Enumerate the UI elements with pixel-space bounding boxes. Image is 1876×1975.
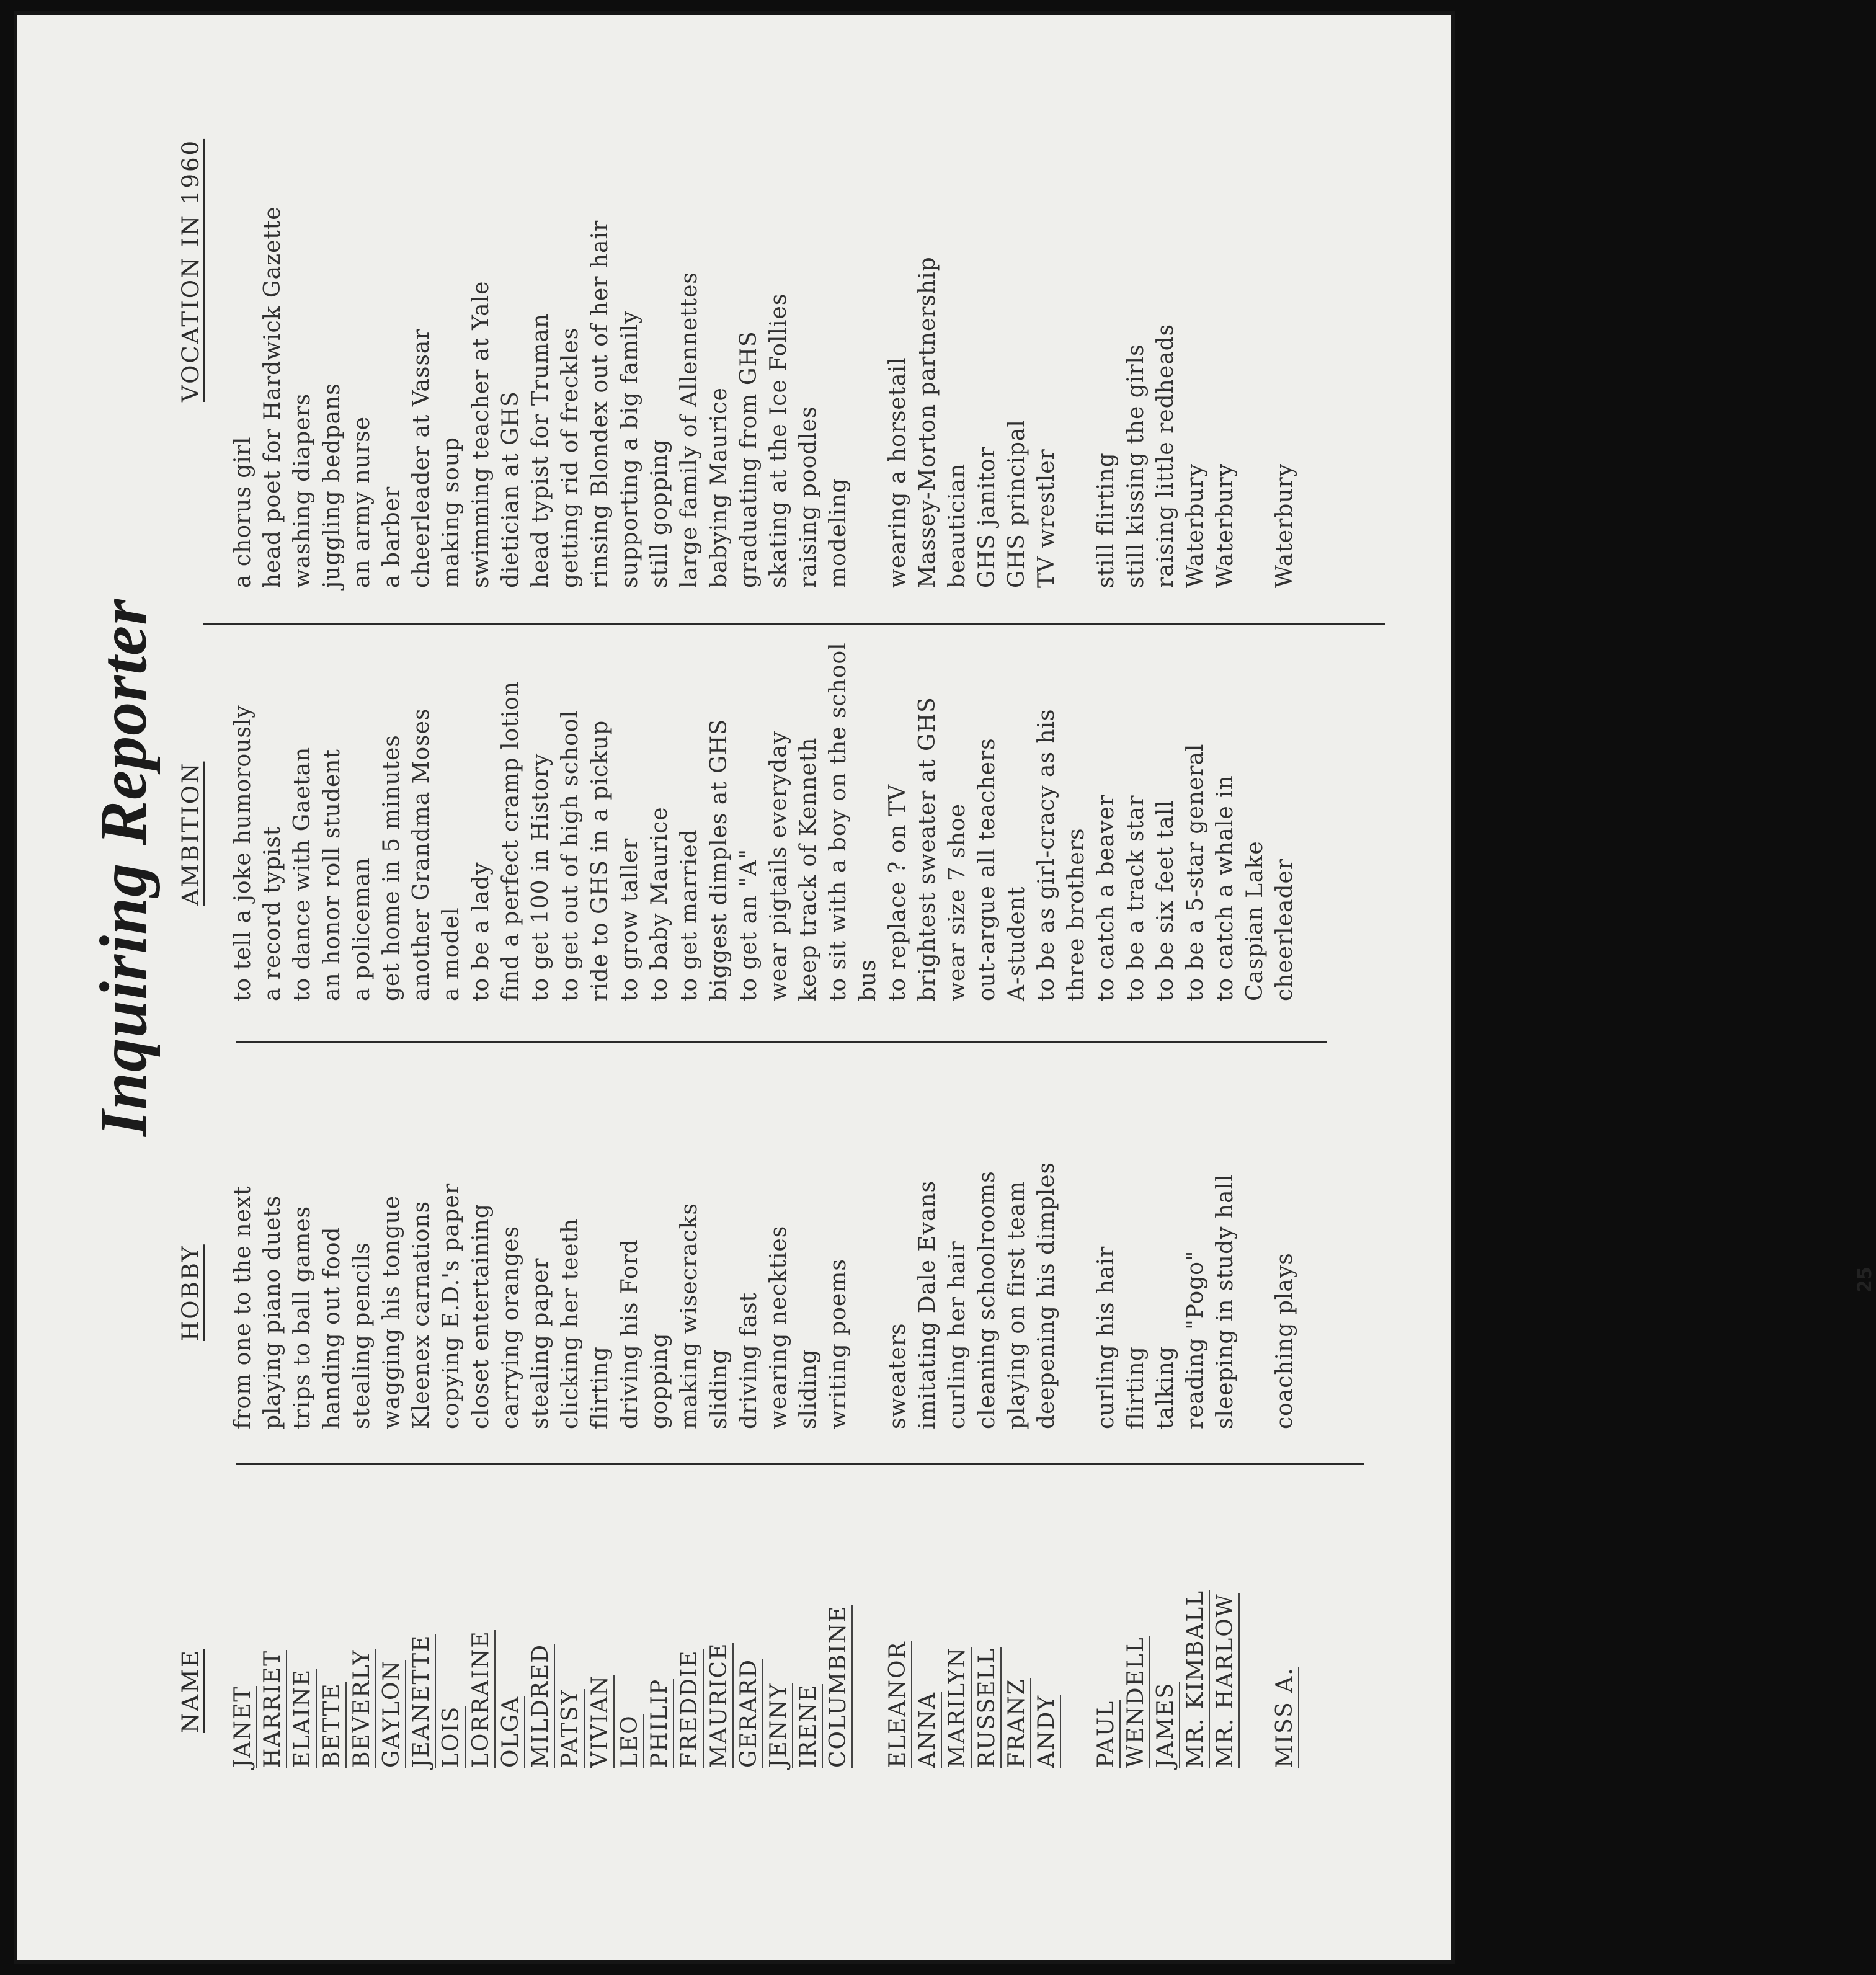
ambition-entry <box>288 747 318 1001</box>
name-text: RUSSELL <box>974 1647 1002 1768</box>
rotated-content <box>17 15 1876 1968</box>
hobby-text: flirting <box>1123 1346 1149 1429</box>
ambition-entry <box>1121 795 1151 1001</box>
hobby-entry <box>615 1239 645 1429</box>
hobby-text: driving fast <box>736 1291 762 1429</box>
name-text: MILDRED <box>528 1644 555 1768</box>
ambition-text: to replace ? on TV <box>885 783 910 1001</box>
vocation-entry <box>347 416 377 588</box>
name-entry <box>972 1647 1002 1768</box>
ambition-text: to get out of high school <box>558 710 583 1001</box>
hobby-text: sliding <box>706 1349 732 1429</box>
ambition-text: ride to GHS in a pickup <box>587 720 613 1001</box>
ambition-text: wear size 7 shoe <box>945 803 970 1001</box>
hobby-entry <box>1091 1246 1121 1429</box>
vocation-text: supporting a big family <box>617 310 642 588</box>
hobby-entry <box>526 1258 556 1429</box>
hobby-text: cleaning schoolrooms <box>974 1170 1000 1429</box>
vocation-text: washing diapers <box>290 393 315 588</box>
vocation-text: large family of Allennettes <box>677 272 702 588</box>
ambition-entry <box>1151 800 1181 1001</box>
hobby-text: sliding <box>796 1349 821 1429</box>
ambition-entry <box>883 784 913 1001</box>
vocation-entry <box>466 281 496 588</box>
vocation-entry <box>645 439 675 588</box>
vocation-entry <box>526 313 556 588</box>
name-entry <box>585 1675 615 1768</box>
name-text: LORRAINE <box>468 1630 496 1768</box>
hobby-entry <box>943 1241 972 1429</box>
hobby-entry <box>1270 1252 1300 1429</box>
header-ambition: AMBITION <box>177 761 204 906</box>
ambition-entry <box>585 720 615 1001</box>
ambition-text: to be a 5-star general <box>1183 743 1208 1001</box>
name-entry <box>794 1684 824 1768</box>
name-text: MISS A. <box>1272 1667 1299 1768</box>
vocation-entry <box>1270 463 1300 588</box>
name-text: MR. HARLOW <box>1212 1593 1240 1768</box>
ambition-entry <box>1211 775 1240 1001</box>
name-text: HARRIET <box>260 1650 287 1768</box>
ambition-text: to sit with a boy on the school <box>825 642 851 1001</box>
ambition-text: out-argue all teachers <box>974 738 1000 1001</box>
name-entry <box>1181 1590 1211 1768</box>
ambition-entry <box>1062 828 1091 1001</box>
hobby-text: playing piano duets <box>260 1195 285 1429</box>
hobby-entry <box>675 1203 705 1429</box>
name-text: ANNA <box>915 1692 942 1768</box>
name-entry <box>466 1630 496 1768</box>
name-entry <box>675 1649 705 1768</box>
vocation-text: wearing a horsetail <box>885 357 910 588</box>
name-text: FREDDIE <box>677 1649 704 1768</box>
hobby-entry <box>437 1183 466 1429</box>
vocation-entry <box>228 436 258 588</box>
vocation-text: a barber <box>379 486 404 588</box>
rule-vocation <box>203 623 1385 625</box>
vocation-entry <box>318 383 347 588</box>
name-entry <box>1091 1700 1121 1768</box>
name-entry <box>1002 1678 1032 1768</box>
name-entry <box>407 1634 437 1768</box>
rule-hobby <box>236 1463 1364 1465</box>
name-text: WENDELL <box>1123 1636 1150 1768</box>
name-text: PATSY <box>558 1689 585 1768</box>
ambition-entry <box>466 862 496 1001</box>
vocation-entry <box>764 293 794 588</box>
name-entry <box>526 1644 556 1768</box>
ambition-text: to get 100 in History <box>528 752 553 1001</box>
vocation-text: skating at the Ice Follies <box>766 293 791 588</box>
vocation-entry <box>705 387 734 588</box>
hobby-entry <box>824 1259 853 1429</box>
ambition-entry <box>853 959 883 1001</box>
hobby-entry <box>496 1226 526 1429</box>
name-entry <box>824 1605 853 1768</box>
hobby-entry <box>288 1206 318 1429</box>
vocation-text: still flirting <box>1093 452 1119 588</box>
vocation-entry <box>258 206 288 588</box>
name-entry <box>318 1682 347 1768</box>
vocation-entry <box>585 220 615 588</box>
hobby-text: making wisecracks <box>677 1203 702 1429</box>
ambition-entry <box>794 738 824 1001</box>
vocation-text: head poet for Hardwick Gazette <box>260 206 285 588</box>
yearbook-page <box>14 11 1876 1964</box>
vocation-entry <box>734 331 764 588</box>
name-text: FRANZ <box>1004 1678 1031 1768</box>
ambition-text: three brothers <box>1064 827 1089 1001</box>
name-entry <box>556 1689 585 1768</box>
name-text: PAUL <box>1093 1700 1121 1768</box>
vocation-entry <box>615 310 645 588</box>
hobby-text: curling his hair <box>1093 1246 1119 1429</box>
hobby-text: copying E.D.'s paper <box>438 1182 464 1429</box>
ambition-text: to catch a whale in <box>1212 775 1238 1001</box>
ambition-entry <box>496 681 526 1001</box>
ambition-entry <box>764 731 794 1001</box>
name-text: GERARD <box>736 1659 763 1768</box>
name-text: OLGA <box>498 1696 525 1768</box>
ambition-text: an honor roll student <box>319 749 345 1001</box>
hobby-text: trips to ball games <box>290 1205 315 1429</box>
vocation-entry <box>675 272 705 588</box>
ambition-entry <box>1240 840 1270 1001</box>
vocation-entry <box>883 357 913 588</box>
vocation-text: raising little redheads <box>1153 323 1178 588</box>
hobby-text: reading "Pogo" <box>1183 1250 1208 1429</box>
hobby-entry <box>258 1195 288 1429</box>
ambition-text: keep track of Kenneth <box>796 737 821 1001</box>
name-text: PHILIP <box>647 1679 674 1768</box>
vocation-text: an army nurse <box>349 416 375 588</box>
hobby-entry <box>1211 1174 1240 1429</box>
name-entry <box>258 1650 288 1768</box>
hobby-entry <box>585 1346 615 1429</box>
vocation-text: head typist for Truman <box>528 313 553 588</box>
name-text: MR. KIMBALL <box>1183 1590 1210 1768</box>
ambition-entry <box>705 719 734 1001</box>
name-entry <box>764 1683 794 1768</box>
vocation-entry <box>407 328 437 588</box>
vocation-text: Massey-Morton partnership <box>915 256 940 588</box>
vocation-text: rinsing Blondex out of her hair <box>587 220 613 588</box>
name-entry <box>734 1659 764 1768</box>
hobby-text: coaching plays <box>1272 1252 1297 1429</box>
vocation-text: swimming teacher at Yale <box>468 280 494 588</box>
ambition-entry <box>675 829 705 1001</box>
hobby-entry <box>1181 1251 1211 1429</box>
hobby-entry <box>318 1226 347 1429</box>
ambition-text: to be a lady <box>468 862 494 1001</box>
hobby-text: closet entertaining <box>468 1203 494 1429</box>
hobby-text: wearing neckties <box>766 1225 791 1429</box>
ambition-text: cheerleader <box>1272 858 1297 1001</box>
ambition-entry <box>407 708 437 1001</box>
ambition-text: to tell a joke humorously <box>230 705 256 1001</box>
hobby-text: sleeping in study hall <box>1212 1174 1238 1429</box>
name-entry <box>288 1669 318 1768</box>
header-hobby: HOBBY <box>177 1244 204 1341</box>
vocation-text: dietician at GHS <box>498 391 523 588</box>
vocation-text: graduating from GHS <box>736 331 762 588</box>
hobby-entry <box>705 1349 734 1429</box>
vocation-text: still gopping <box>647 439 672 588</box>
vocation-entry <box>288 393 318 588</box>
ambition-text: Caspian Lake <box>1242 840 1268 1001</box>
name-text: VIVIAN <box>587 1675 615 1768</box>
name-text: LEO <box>617 1714 644 1768</box>
ambition-entry <box>972 738 1002 1001</box>
vocation-entry <box>437 437 466 588</box>
vocation-text: getting rid of freckles <box>558 327 583 588</box>
name-text: JANET <box>230 1686 257 1768</box>
vocation-entry <box>794 406 824 588</box>
ambition-text: get home in 5 minutes <box>379 734 404 1001</box>
hobby-entry <box>1032 1162 1062 1429</box>
hobby-text: clicking her teeth <box>558 1218 583 1429</box>
vocation-text: babying Maurice <box>706 387 732 588</box>
ambition-text: to dance with Gaetan <box>290 746 315 1001</box>
ambition-text: to grow taller <box>617 837 642 1001</box>
vocation-text: Waterbury <box>1183 463 1208 588</box>
vocation-entry <box>1091 452 1121 588</box>
hobby-entry <box>407 1201 437 1429</box>
name-entry <box>883 1641 913 1768</box>
ambition-entry <box>943 803 972 1001</box>
ambition-entry <box>437 907 466 1001</box>
hobby-entry <box>377 1195 407 1429</box>
hobby-entry <box>913 1180 943 1429</box>
ambition-text: biggest dimples at GHS <box>706 718 732 1001</box>
vocation-entry <box>1151 324 1181 588</box>
name-entry <box>437 1706 466 1768</box>
hobby-text: stealing paper <box>528 1257 553 1429</box>
vocation-text: juggling bedpans <box>319 383 345 588</box>
vocation-text: raising poodles <box>796 406 821 588</box>
hobby-text: flirting <box>587 1346 613 1429</box>
vocation-text: still kissing the girls <box>1123 344 1149 588</box>
name-entry <box>1032 1695 1062 1768</box>
ambition-entry <box>1091 795 1121 1001</box>
ambition-entry <box>1181 744 1211 1001</box>
name-entry <box>228 1686 258 1768</box>
name-entry <box>1121 1636 1151 1768</box>
name-entry <box>377 1660 407 1768</box>
ambition-entry <box>913 697 943 1001</box>
name-entry <box>1270 1667 1300 1768</box>
name-text: ANDY <box>1034 1695 1061 1768</box>
name-entry <box>645 1679 675 1768</box>
name-text: COLUMBINE <box>825 1605 853 1768</box>
name-text: LOIS <box>438 1706 466 1768</box>
ambition-entry <box>1002 886 1032 1001</box>
vocation-entry <box>913 256 943 588</box>
vocation-entry <box>377 486 407 588</box>
ambition-text: to catch a beaver <box>1093 794 1119 1001</box>
ambition-text: wear pigtails everyday <box>766 730 791 1001</box>
hobby-text: handing out food <box>319 1226 345 1429</box>
hobby-entry <box>883 1322 913 1429</box>
hobby-text: wagging his tongue <box>379 1195 404 1429</box>
ambition-text: to be six feet tall <box>1153 800 1178 1001</box>
page-title: Inquiring Reporter <box>87 598 161 1136</box>
ambition-entry <box>228 705 258 1001</box>
name-entry <box>615 1714 645 1768</box>
ambition-entry <box>377 734 407 1001</box>
vocation-text: TV wrestler <box>1034 448 1059 588</box>
name-text: MAURICE <box>706 1643 734 1768</box>
vocation-entry <box>1002 419 1032 588</box>
hobby-text: carrying oranges <box>498 1226 523 1429</box>
name-text: IRENE <box>796 1684 823 1768</box>
hobby-text: sweaters <box>885 1322 910 1429</box>
ambition-text: to get married <box>677 829 702 1001</box>
vocation-text: making soup <box>438 437 464 588</box>
ambition-text: to get an "A" <box>736 848 762 1001</box>
hobby-text: stealing pencils <box>349 1242 375 1429</box>
vocation-text: cheerleader at Vassar <box>409 328 434 588</box>
name-text: GAYLON <box>379 1660 406 1768</box>
ambition-entry <box>1032 708 1062 1001</box>
ambition-text: a policeman <box>349 857 375 1001</box>
name-text: ELEANOR <box>885 1641 912 1768</box>
name-entry <box>347 1649 377 1768</box>
rule-ambition <box>236 1041 1327 1043</box>
ambition-text: to be a track star <box>1123 795 1149 1001</box>
ambition-text: brightest sweater at GHS <box>915 697 940 1001</box>
name-text: BEVERLY <box>349 1649 376 1768</box>
vocation-text: Waterbury <box>1272 463 1297 588</box>
name-entry <box>913 1692 943 1768</box>
hobby-text: writing poems <box>825 1259 851 1429</box>
ambition-entry <box>258 826 288 1001</box>
hobby-entry <box>972 1170 1002 1429</box>
hobby-entry <box>734 1292 764 1429</box>
ambition-text: another Grandma Moses <box>409 708 434 1001</box>
ambition-text: bus <box>855 959 881 1001</box>
ambition-entry <box>645 806 675 1001</box>
name-entry <box>1211 1593 1240 1768</box>
ambition-entry <box>526 753 556 1001</box>
hobby-entry <box>466 1203 496 1429</box>
vocation-entry <box>824 478 853 588</box>
ambition-entry <box>824 642 853 1001</box>
header-name: NAME <box>177 1649 204 1733</box>
ambition-entry <box>734 849 764 1001</box>
hobby-entry <box>347 1242 377 1429</box>
ambition-entry <box>556 710 585 1001</box>
hobby-text: talking <box>1153 1345 1178 1429</box>
ambition-entry <box>347 857 377 1001</box>
name-entry <box>1151 1682 1181 1768</box>
hobby-text: playing on first team <box>1004 1180 1029 1429</box>
hobby-entry <box>228 1185 258 1429</box>
vocation-entry <box>1121 344 1151 588</box>
vocation-text: modeling <box>825 478 851 588</box>
vocation-entry <box>1181 463 1211 588</box>
hobby-text: imitating Dale Evans <box>915 1180 940 1429</box>
ambition-text: find a perfect cramp lotion <box>498 680 523 1001</box>
name-entry <box>496 1696 526 1768</box>
hobby-text: curling her hair <box>945 1241 970 1429</box>
vocation-text: beautician <box>945 463 970 588</box>
hobby-text: deepening his dimples <box>1034 1161 1059 1429</box>
name-entry <box>705 1643 734 1768</box>
hobby-entry <box>764 1226 794 1429</box>
hobby-entry <box>1002 1180 1032 1429</box>
ambition-text: A-student <box>1004 886 1029 1001</box>
name-text: JAMES <box>1153 1682 1180 1768</box>
name-text: MARILYN <box>945 1647 972 1768</box>
hobby-text: from one to the next <box>230 1185 256 1429</box>
hobby-entry <box>1151 1346 1181 1429</box>
hobby-entry <box>556 1218 585 1429</box>
vocation-entry <box>943 463 972 588</box>
header-vocation: VOCATION IN 1960 <box>177 138 204 402</box>
hobby-entry <box>1121 1346 1151 1429</box>
hobby-entry <box>794 1349 824 1429</box>
vocation-text: Waterbury <box>1212 463 1238 588</box>
ambition-entry <box>615 838 645 1001</box>
hobby-text: driving his Ford <box>617 1239 642 1429</box>
vocation-entry <box>972 447 1002 588</box>
ambition-entry <box>318 749 347 1001</box>
hobby-entry <box>645 1332 675 1429</box>
vocation-text: a chorus girl <box>230 436 256 588</box>
ambition-entry <box>1270 858 1300 1001</box>
ambition-text: to be as girl-cracy as his <box>1034 708 1059 1001</box>
name-text: JEANETTE <box>409 1634 436 1768</box>
name-text: ELAINE <box>290 1669 317 1768</box>
vocation-text: GHS janitor <box>974 447 1000 588</box>
ambition-text: to baby Maurice <box>647 806 672 1001</box>
vocation-entry <box>1211 463 1240 588</box>
vocation-entry <box>1032 448 1062 588</box>
name-text: BETTE <box>319 1682 347 1768</box>
vocation-text: GHS principal <box>1004 419 1029 588</box>
ambition-text: a record typist <box>260 826 285 1001</box>
hobby-text: gopping <box>647 1332 672 1429</box>
vocation-entry <box>496 391 526 588</box>
name-entry <box>943 1647 972 1768</box>
vocation-entry <box>556 328 585 588</box>
page-number: 25 <box>1854 1267 1876 1293</box>
hobby-text: Kleenex carnations <box>409 1200 434 1429</box>
name-text: JENNY <box>766 1683 793 1768</box>
ambition-text: a model <box>438 907 464 1001</box>
